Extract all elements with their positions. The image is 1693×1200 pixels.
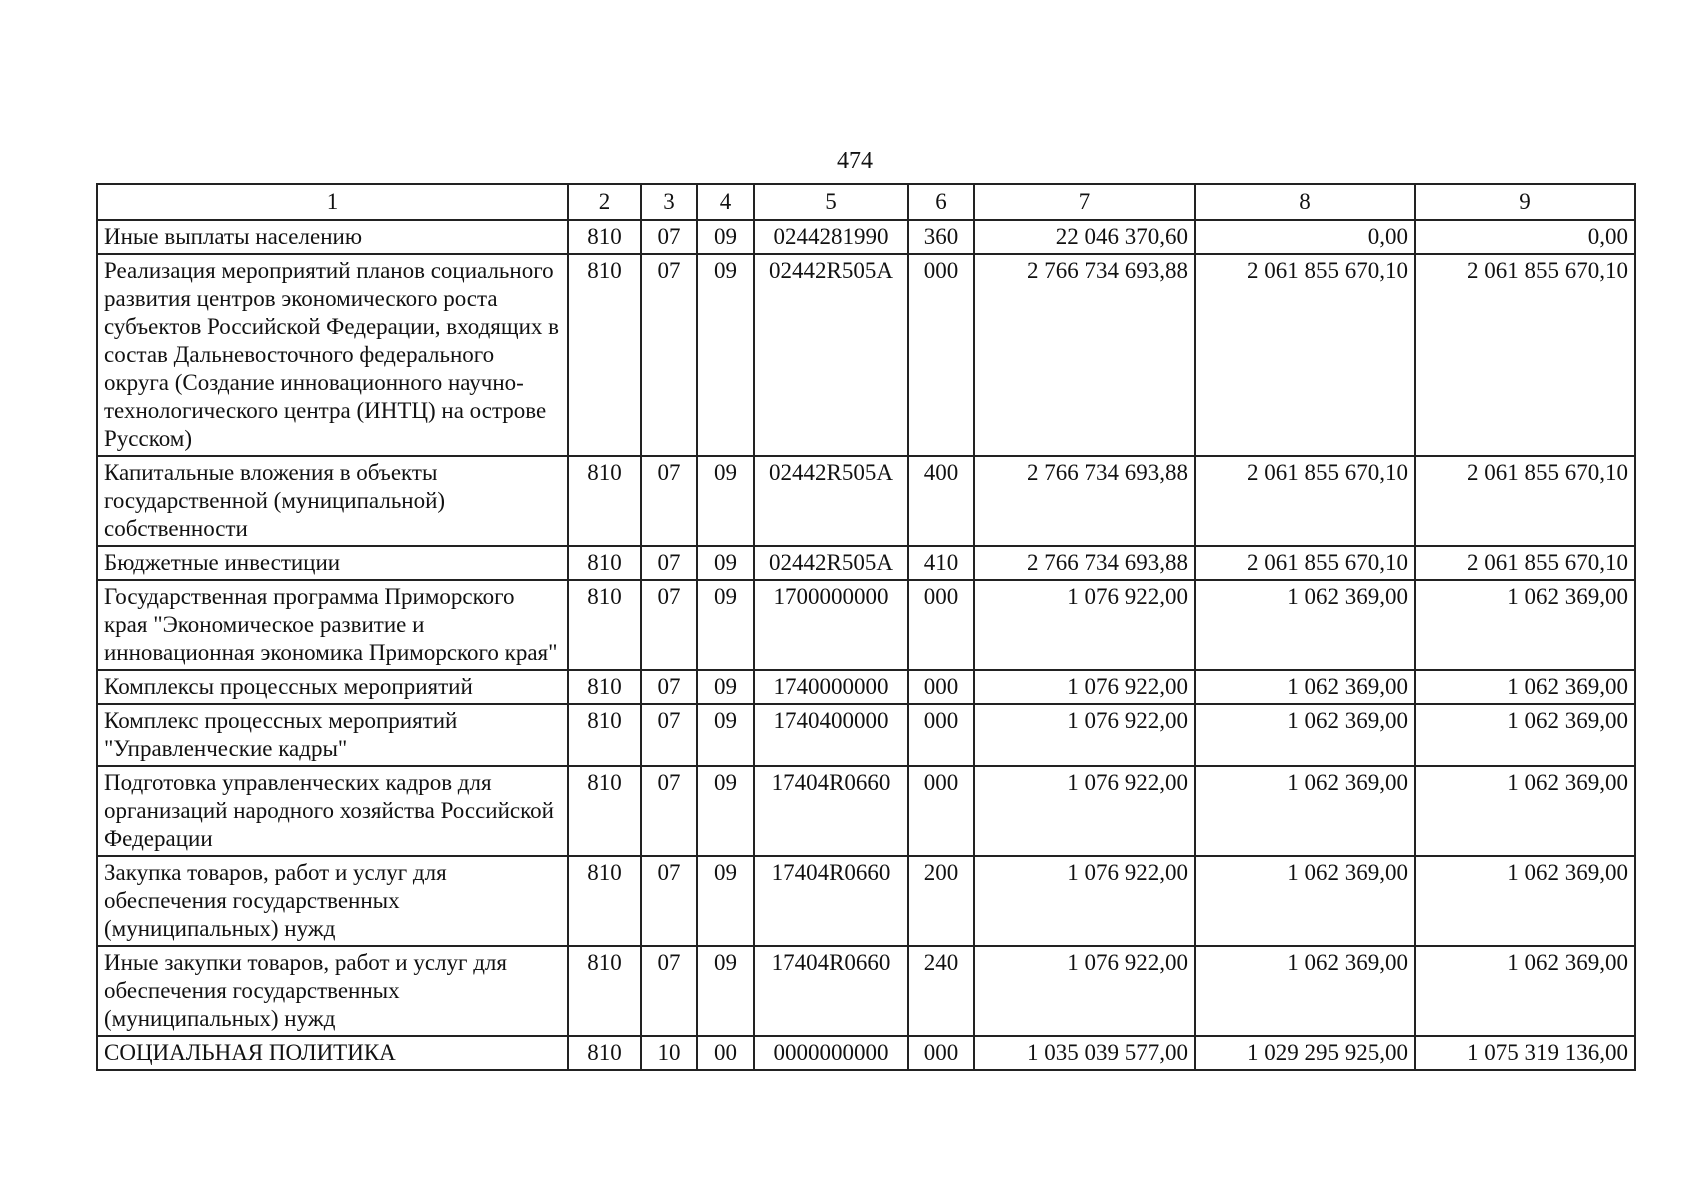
code-cell-3: 07 [641, 856, 697, 946]
amount-cell-7: 1 076 922,00 [974, 766, 1195, 856]
amount-cell-7: 1 076 922,00 [974, 580, 1195, 670]
amount-cell-9: 0,00 [1415, 220, 1635, 254]
code-cell-5: 1700000000 [754, 580, 908, 670]
row-name-cell: Комплекс процессных мероприятий "Управленческие кадры" [97, 704, 568, 766]
code-cell-2: 810 [568, 670, 641, 704]
code-cell-4: 09 [697, 254, 754, 456]
amount-cell-9: 1 062 369,00 [1415, 856, 1635, 946]
code-cell-2: 810 [568, 704, 641, 766]
amount-cell-9: 1 062 369,00 [1415, 766, 1635, 856]
code-cell-5: 1740000000 [754, 670, 908, 704]
column-header: 1 [97, 184, 568, 220]
code-cell-2: 810 [568, 546, 641, 580]
table-row [97, 456, 1635, 546]
row-name-cell: Реализация мероприятий планов социального развития центров экономического роста субъектов Российской Федерации, входящих в состав Дальневосточного федерального округа (Создание инновационного научно-технологического центра (ИНТЦ) на острове Русском) [97, 254, 568, 456]
table-row [97, 1036, 1635, 1070]
table-row [97, 766, 1635, 856]
code-cell-6: 410 [908, 546, 974, 580]
code-cell-6: 000 [908, 704, 974, 766]
code-cell-2: 810 [568, 220, 641, 254]
table-row [97, 254, 1635, 456]
amount-cell-8: 1 029 295 925,00 [1195, 1036, 1415, 1070]
amount-cell-8: 1 062 369,00 [1195, 580, 1415, 670]
column-header: 4 [697, 184, 754, 220]
code-cell-6: 000 [908, 580, 974, 670]
row-name-cell: СОЦИАЛЬНАЯ ПОЛИТИКА [97, 1036, 568, 1070]
code-cell-5: 0244281990 [754, 220, 908, 254]
code-cell-4: 09 [697, 220, 754, 254]
table-row [97, 856, 1635, 946]
header-row [97, 184, 1635, 220]
amount-cell-9: 1 062 369,00 [1415, 704, 1635, 766]
code-cell-2: 810 [568, 946, 641, 1036]
amount-cell-7: 2 766 734 693,88 [974, 546, 1195, 580]
row-name-cell: Капитальные вложения в объекты государственной (муниципальной) собственности [97, 456, 568, 546]
amount-cell-8: 1 062 369,00 [1195, 856, 1415, 946]
code-cell-5: 1740400000 [754, 704, 908, 766]
amount-cell-9: 1 075 319 136,00 [1415, 1036, 1635, 1070]
code-cell-5: 02442R505A [754, 456, 908, 546]
code-cell-6: 000 [908, 254, 974, 456]
code-cell-6: 360 [908, 220, 974, 254]
code-cell-5: 02442R505A [754, 254, 908, 456]
code-cell-4: 09 [697, 946, 754, 1036]
amount-cell-7: 1 076 922,00 [974, 704, 1195, 766]
amount-cell-9: 2 061 855 670,10 [1415, 254, 1635, 456]
amount-cell-8: 0,00 [1195, 220, 1415, 254]
amount-cell-8: 2 061 855 670,10 [1195, 546, 1415, 580]
row-name-cell: Бюджетные инвестиции [97, 546, 568, 580]
code-cell-6: 200 [908, 856, 974, 946]
code-cell-5: 17404R0660 [754, 766, 908, 856]
code-cell-4: 09 [697, 546, 754, 580]
code-cell-3: 07 [641, 254, 697, 456]
table-row [97, 220, 1635, 254]
amount-cell-8: 2 061 855 670,10 [1195, 456, 1415, 546]
row-name-cell: Иные выплаты населению [97, 220, 568, 254]
row-name-cell: Закупка товаров, работ и услуг для обеспечения государственных (муниципальных) нужд [97, 856, 568, 946]
code-cell-4: 09 [697, 580, 754, 670]
row-name-cell: Иные закупки товаров, работ и услуг для обеспечения государственных (муниципальных) нужд [97, 946, 568, 1036]
amount-cell-8: 1 062 369,00 [1195, 704, 1415, 766]
code-cell-2: 810 [568, 766, 641, 856]
code-cell-6: 000 [908, 1036, 974, 1070]
amount-cell-7: 1 076 922,00 [974, 670, 1195, 704]
code-cell-3: 10 [641, 1036, 697, 1070]
amount-cell-7: 1 076 922,00 [974, 946, 1195, 1036]
code-cell-5: 0000000000 [754, 1036, 908, 1070]
code-cell-2: 810 [568, 1036, 641, 1070]
column-header: 6 [908, 184, 974, 220]
row-name-cell: Комплексы процессных мероприятий [97, 670, 568, 704]
code-cell-4: 09 [697, 766, 754, 856]
code-cell-3: 07 [641, 946, 697, 1036]
amount-cell-7: 1 035 039 577,00 [974, 1036, 1195, 1070]
code-cell-5: 02442R505A [754, 546, 908, 580]
amount-cell-9: 1 062 369,00 [1415, 946, 1635, 1036]
row-name-cell: Государственная программа Приморского края "Экономическое развитие и инновационная экономика Приморского края" [97, 580, 568, 670]
amount-cell-7: 22 046 370,60 [974, 220, 1195, 254]
amount-cell-9: 1 062 369,00 [1415, 670, 1635, 704]
budget-table [96, 183, 1636, 1071]
code-cell-3: 07 [641, 456, 697, 546]
column-header: 2 [568, 184, 641, 220]
column-header: 8 [1195, 184, 1415, 220]
table-row [97, 546, 1635, 580]
amount-cell-9: 1 062 369,00 [1415, 580, 1635, 670]
code-cell-4: 09 [697, 704, 754, 766]
amount-cell-8: 2 061 855 670,10 [1195, 254, 1415, 456]
code-cell-2: 810 [568, 580, 641, 670]
code-cell-5: 17404R0660 [754, 856, 908, 946]
code-cell-2: 810 [568, 456, 641, 546]
code-cell-6: 000 [908, 766, 974, 856]
amount-cell-7: 2 766 734 693,88 [974, 254, 1195, 456]
table-row [97, 704, 1635, 766]
code-cell-2: 810 [568, 856, 641, 946]
code-cell-6: 400 [908, 456, 974, 546]
code-cell-3: 07 [641, 670, 697, 704]
code-cell-6: 000 [908, 670, 974, 704]
amount-cell-7: 1 076 922,00 [974, 856, 1195, 946]
table-row [97, 580, 1635, 670]
amount-cell-7: 2 766 734 693,88 [974, 456, 1195, 546]
code-cell-3: 07 [641, 704, 697, 766]
code-cell-4: 09 [697, 856, 754, 946]
row-name-cell: Подготовка управленческих кадров для организаций народного хозяйства Российской Федерации [97, 766, 568, 856]
amount-cell-8: 1 062 369,00 [1195, 670, 1415, 704]
column-header: 9 [1415, 184, 1635, 220]
code-cell-3: 07 [641, 580, 697, 670]
code-cell-2: 810 [568, 254, 641, 456]
column-header: 3 [641, 184, 697, 220]
code-cell-6: 240 [908, 946, 974, 1036]
column-header: 7 [974, 184, 1195, 220]
code-cell-4: 09 [697, 456, 754, 546]
code-cell-4: 00 [697, 1036, 754, 1070]
column-header: 5 [754, 184, 908, 220]
code-cell-3: 07 [641, 546, 697, 580]
code-cell-4: 09 [697, 670, 754, 704]
amount-cell-9: 2 061 855 670,10 [1415, 546, 1635, 580]
table-row [97, 670, 1635, 704]
code-cell-3: 07 [641, 220, 697, 254]
table-row [97, 946, 1635, 1036]
amount-cell-8: 1 062 369,00 [1195, 766, 1415, 856]
code-cell-5: 17404R0660 [754, 946, 908, 1036]
page-number: 474 [837, 148, 873, 174]
code-cell-3: 07 [641, 766, 697, 856]
amount-cell-8: 1 062 369,00 [1195, 946, 1415, 1036]
amount-cell-9: 2 061 855 670,10 [1415, 456, 1635, 546]
